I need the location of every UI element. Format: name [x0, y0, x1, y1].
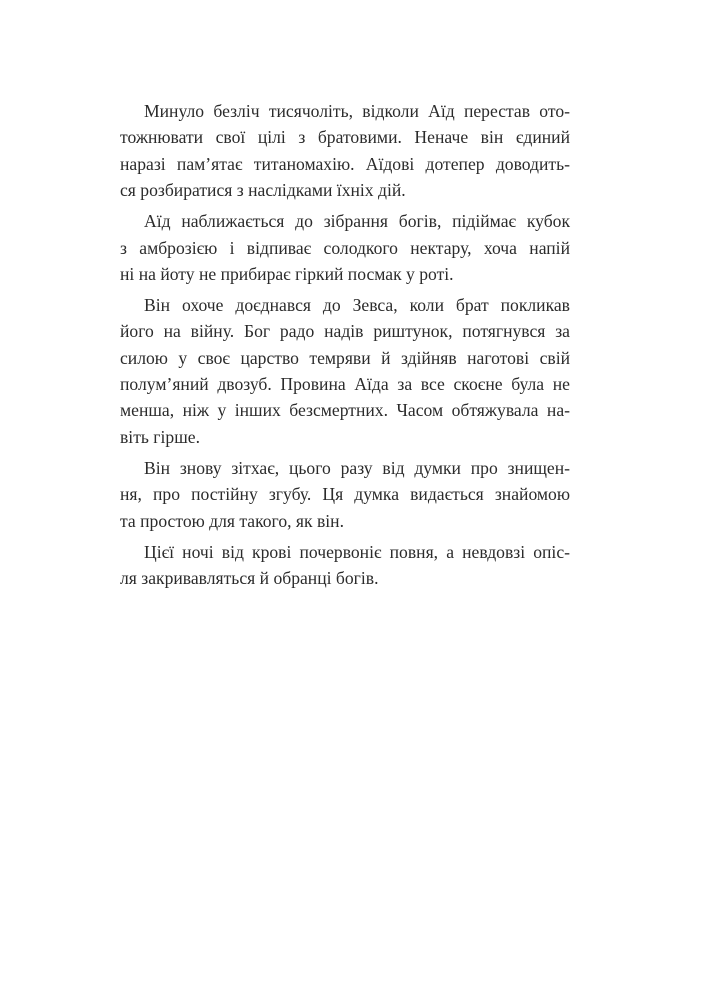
- text-line: Цієї ночі від крові почервоніє повня, а невдовзі опіс-: [144, 541, 570, 562]
- text-line: віть гірше.: [120, 426, 200, 447]
- text-line: з амброзією і відпиває солодкого нектару, хоча напій: [120, 237, 570, 258]
- text-line: силою у своє царство темряви й здійняв наготові свій: [120, 347, 570, 368]
- text-line: менша, ніж у інших безсмертних. Часом обтяжувала на-: [120, 400, 570, 421]
- paragraph-3: [120, 292, 570, 450]
- text-line: Він охоче доєднався до Зевса, коли брат покликав: [144, 294, 570, 315]
- text-line: ля закривавляться й обранці богів.: [120, 568, 379, 589]
- text-line: тожнювати свої цілі з братовими. Неначе він єдиний: [120, 127, 570, 148]
- text-line: та простою для такого, як він.: [120, 510, 344, 531]
- text-line: наразі пам’ятає титаномахію. Аїдові дотепер доводить-: [120, 153, 570, 174]
- text-line: Аїд наближається до зібрання богів, підіймає кубок: [144, 211, 570, 232]
- text-line: його на війну. Бог радо надів риштунок, потягнувся за: [120, 321, 570, 342]
- paragraph-1: [120, 98, 570, 204]
- text-line: ня, про постійну згубу. Ця думка видається знайомою: [120, 484, 570, 505]
- page-text: [120, 98, 570, 591]
- text-line: ні на йоту не прибирає гіркий посмак у роті.: [120, 263, 454, 284]
- paragraph-2: [120, 208, 570, 287]
- text-line: Минуло безліч тисячоліть, відколи Аїд перестав ото-: [144, 101, 570, 121]
- paragraph-4: [120, 455, 570, 534]
- text-line: полум’яний двозуб. Провина Аїда за все скоєне була не: [120, 374, 570, 395]
- text-line: Він знову зітхає, цього разу від думки про знищен-: [144, 457, 570, 478]
- text-line: ся розбиратися з наслідками їхніх дій.: [120, 180, 406, 201]
- paragraph-5: [120, 539, 570, 592]
